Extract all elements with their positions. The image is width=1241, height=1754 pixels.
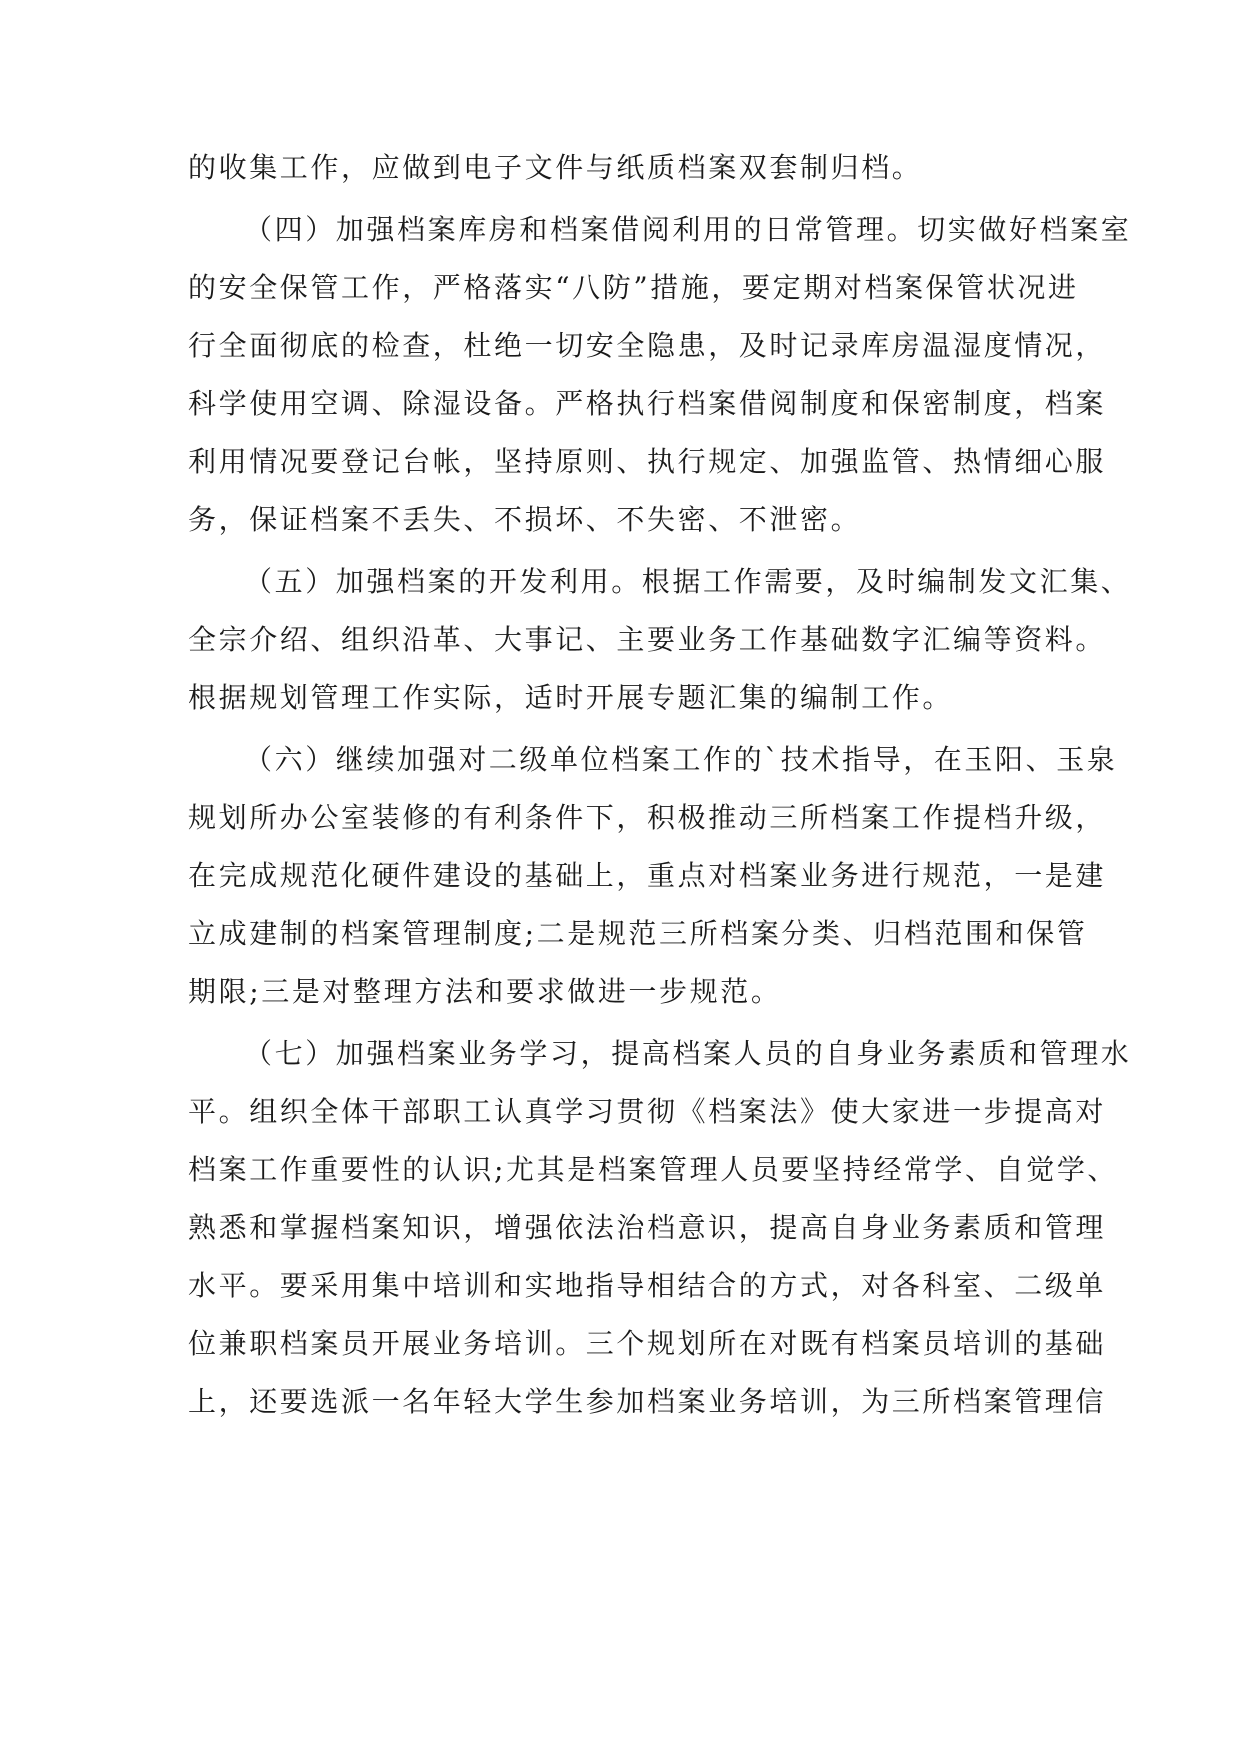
paragraph-4-line-3: 行全面彻底的检查，杜绝一切安全隐患，及时记录库房温湿度情况，: [188, 329, 1107, 362]
paragraph-6-line-4: 立成建制的档案管理制度;二是规范三所档案分类、归档范围和保管: [188, 917, 1088, 950]
paragraph-6-line-5: 期限;三是对整理方法和要求做进一步规范。: [188, 975, 782, 1008]
paragraph-4-line-2: 的安全保管工作，严格落实“八防”措施，要定期对档案保管状况进: [188, 271, 1079, 304]
paragraph-7-line-1: （七）加强档案业务学习，提高档案人员的自身业务素质和管理水: [244, 1037, 1132, 1070]
paragraph-3-line-last: 的收集工作，应做到电子文件与纸质档案双套制归档。: [188, 151, 923, 184]
paragraph-7-line-6: 位兼职档案员开展业务培训。三个规划所在对既有档案员培训的基础: [188, 1327, 1107, 1360]
paragraph-5-line-2: 全宗介绍、组织沿革、大事记、主要业务工作基础数字汇编等资料。: [188, 623, 1107, 656]
paragraph-7-line-3: 档案工作重要性的认识;尤其是档案管理人员要坚持经常学、自觉学、: [188, 1153, 1119, 1186]
paragraph-7-line-5: 水平。要采用集中培训和实地指导相结合的方式，对各科室、二级单: [188, 1269, 1107, 1302]
paragraph-6-line-1: （六）继续加强对二级单位档案工作的`技术指导，在玉阳、玉泉: [244, 743, 1118, 776]
paragraph-5-line-1: （五）加强档案的开发利用。根据工作需要，及时编制发文汇集、: [244, 565, 1132, 598]
paragraph-4-line-4: 科学使用空调、除湿设备。严格执行档案借阅制度和保密制度，档案: [188, 387, 1107, 420]
paragraph-6-line-3: 在完成规范化硬件建设的基础上，重点对档案业务进行规范，一是建: [188, 859, 1107, 892]
paragraph-5-line-3: 根据规划管理工作实际，适时开展专题汇集的编制工作。: [188, 681, 954, 714]
paragraph-7-line-2: 平。组织全体干部职工认真学习贯彻《档案法》使大家进一步提高对: [188, 1095, 1107, 1128]
paragraph-4-line-5: 利用情况要登记台帐，坚持原则、执行规定、加强监管、热情细心服: [188, 445, 1107, 478]
paragraph-7-line-7: 上，还要选派一名年轻大学生参加档案业务培训，为三所档案管理信: [188, 1385, 1107, 1418]
paragraph-4-line-1: （四）加强档案库房和档案借阅利用的日常管理。切实做好档案室: [244, 213, 1132, 246]
paragraph-6-line-2: 规划所办公室装修的有利条件下，积极推动三所档案工作提档升级，: [188, 801, 1107, 834]
paragraph-4-line-6: 务，保证档案不丢失、不损坏、不失密、不泄密。: [188, 503, 862, 536]
paragraph-7-line-4: 熟悉和掌握档案知识，增强依法治档意识，提高自身业务素质和管理: [188, 1211, 1107, 1244]
